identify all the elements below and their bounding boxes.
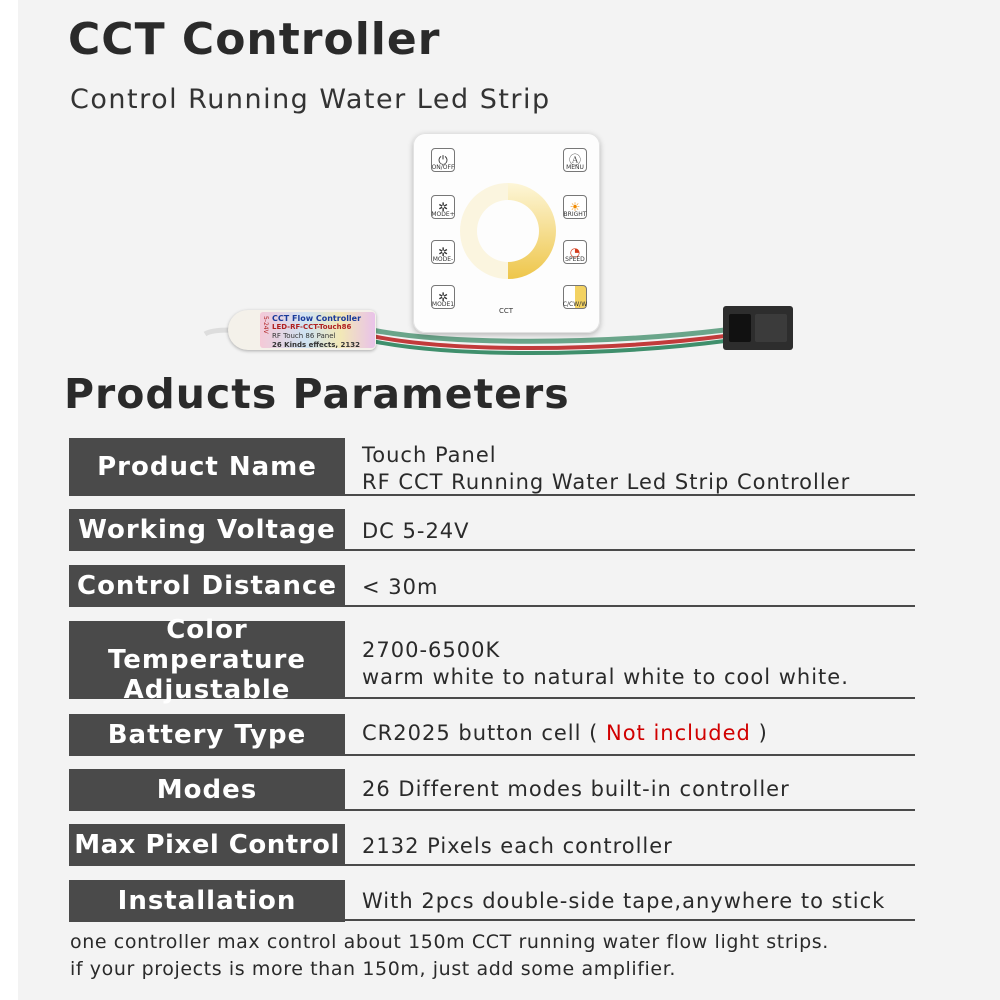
mode-minus-icon: ✲ [431, 240, 455, 264]
sticker-line-2: LED-RF-CCT-Touch86 [272, 323, 352, 331]
value-color-temperature-line-1: 2700-6500K [362, 638, 501, 662]
menu-icon: Ⓐ [563, 148, 587, 172]
power-icon: ⏻ [431, 148, 455, 172]
page-title: CCT Controller [68, 14, 441, 65]
controller-sticker [260, 312, 375, 348]
product-image [0, 0, 1000, 380]
value-battery-type [362, 720, 768, 747]
sticker-line-1: CCT Flow Controller [272, 314, 362, 323]
row-divider [345, 549, 915, 551]
panel-label-menu: MENU [566, 164, 584, 171]
value-control-distance: < 30m [362, 575, 439, 599]
label-color-temperature [69, 615, 345, 705]
mode1-icon: ✲ [431, 285, 455, 309]
section-title: Products Parameters [64, 370, 570, 418]
color-wheel [0, 0, 1000, 380]
panel-label-bright: BRIGHT [563, 211, 587, 218]
panel-label-ccw: C/CW/W [562, 301, 588, 308]
speed-icon: ◔ [563, 240, 587, 264]
row-divider [345, 864, 915, 866]
value-max-pixel-control: 2132 Pixels each controller [362, 834, 673, 858]
sticker-voltage: 5-24V [262, 316, 269, 334]
value-color-temperature-line-2: warm white to natural white to cool white. [362, 665, 849, 689]
value-color-temperature [362, 637, 849, 691]
label-color-temperature-line-1: Color Temperature [107, 615, 306, 675]
panel-label-speed: SPEED [565, 256, 585, 263]
panel-label-onoff: ON/OFF [431, 164, 455, 171]
row-divider [345, 809, 915, 811]
mode-plus-icon: ✲ [431, 195, 455, 219]
label-color-temperature-line-2: Adjustable [123, 675, 291, 705]
page-subtitle: Control Running Water Led Strip [70, 84, 551, 115]
row-divider [345, 605, 915, 607]
label-installation: Installation [69, 880, 345, 922]
value-working-voltage: DC 5-24V [362, 519, 470, 543]
value-product-name [362, 442, 850, 496]
label-max-pixel-control: Max Pixel Control [69, 824, 345, 866]
value-battery-suffix: ) [750, 721, 768, 745]
row-divider [345, 754, 915, 756]
value-product-name-line-1: Touch Panel [362, 443, 497, 467]
label-control-distance: Control Distance [69, 565, 345, 607]
jst-connector [723, 306, 793, 350]
label-product-name: Product Name [69, 438, 345, 496]
panel-label-mode-plus: MODE+ [431, 211, 455, 218]
label-battery-type: Battery Type [69, 714, 345, 756]
footnote-line-1: one controller max control about 150m CCT running water flow light strips. [70, 931, 829, 953]
label-working-voltage: Working Voltage [69, 509, 345, 551]
row-divider [345, 494, 915, 496]
panel-label-mode-minus: MODE- [432, 256, 454, 263]
value-product-name-line-2: RF CCT Running Water Led Strip Controller [362, 470, 851, 494]
panel-label-cct: CCT [498, 307, 514, 315]
row-divider [345, 919, 915, 921]
value-installation: With 2pcs double-side tape,anywhere to stick [362, 889, 886, 913]
row-divider [345, 697, 915, 699]
footnote-line-2: if your projects is more than 150m, just add some amplifier. [70, 958, 676, 980]
value-modes: 26 Different modes built-in controller [362, 777, 790, 801]
label-modes: Modes [69, 769, 345, 811]
panel-label-mode1: MODE1 [431, 301, 455, 308]
value-battery-not-included: Not included [606, 721, 751, 745]
sticker-line-4: 26 Kinds effects, 2132 [272, 341, 361, 349]
value-battery-prefix: CR2025 button cell ( [362, 721, 606, 745]
sticker-line-3: RF Touch 86 Panel [272, 332, 336, 340]
brightness-icon: ☀ [563, 195, 587, 219]
